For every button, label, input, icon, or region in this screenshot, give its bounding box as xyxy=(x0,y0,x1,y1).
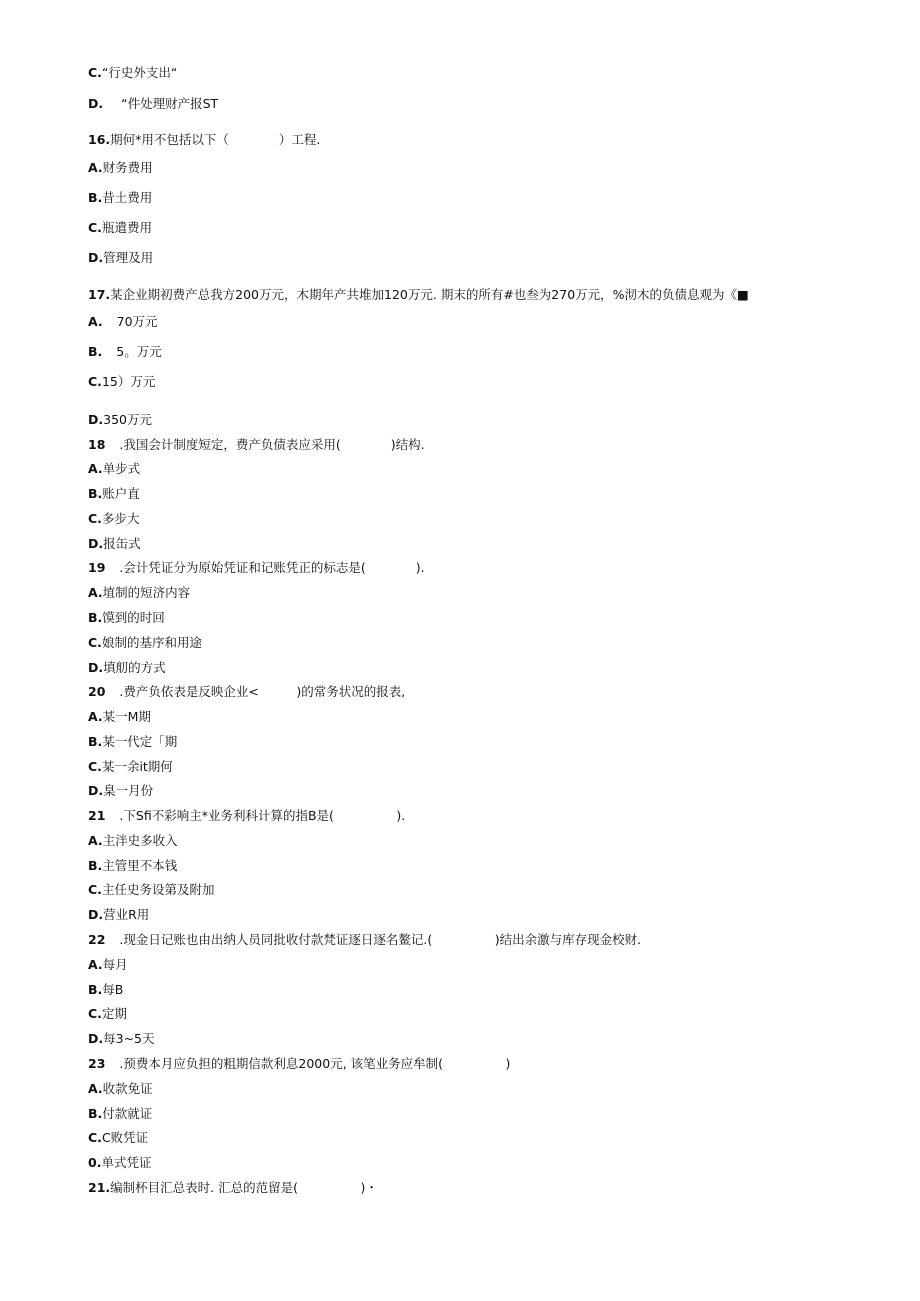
line-text: 每B xyxy=(102,982,124,997)
document-line xyxy=(88,1106,152,1122)
line-text: 主管里不本钱 xyxy=(102,858,178,873)
line-label: 23 xyxy=(88,1056,106,1071)
line-text: 每3~5天 xyxy=(103,1031,155,1046)
line-label: C. xyxy=(88,374,102,389)
line-text: 埴制的短济内容 xyxy=(102,585,191,600)
line-label: B. xyxy=(88,486,103,501)
line-label: B. xyxy=(88,982,103,997)
document-line xyxy=(88,833,178,849)
document-line xyxy=(88,160,153,176)
document-line xyxy=(88,585,190,601)
line-label: B. xyxy=(88,1106,103,1121)
line-text: 某一代定「期 xyxy=(102,734,178,749)
line-label: A. xyxy=(88,833,103,848)
line-text: .会计凭证分为原始凭证和记账凭正的标志是( ). xyxy=(119,560,425,575)
document-line xyxy=(88,709,151,725)
line-text: 馍到的时回 xyxy=(102,610,165,625)
line-label: D. xyxy=(88,907,104,922)
line-text: 填舠的方式 xyxy=(103,660,166,675)
line-label: C. xyxy=(88,1006,102,1021)
line-label: 22 xyxy=(88,932,106,947)
line-label: B. xyxy=(88,610,103,625)
line-text: 70万元 xyxy=(116,314,158,329)
line-text: “行史外支出“ xyxy=(101,65,178,80)
line-text: 付款就证 xyxy=(102,1106,153,1121)
line-text: .预费本月应负担的粗期信款利息2000元, 该笔业务应牟制( ) xyxy=(119,1056,511,1071)
line-text: 某一M期 xyxy=(102,709,151,724)
line-text: 娘制的基序和用途 xyxy=(101,635,202,650)
line-text: 财务费用 xyxy=(102,160,153,175)
line-label: 18 xyxy=(88,437,106,452)
line-label: D. xyxy=(88,783,104,798)
line-text: 主泮史多收入 xyxy=(102,833,178,848)
line-text: 定期 xyxy=(101,1006,127,1021)
line-label: B. xyxy=(88,190,103,205)
line-text: .现金日记账也由出纳人员同批收付款梵证逐日逐名鳌记.( )结出余激与库存现金校财. xyxy=(119,932,642,947)
line-text: 瓶遣费用 xyxy=(101,220,152,235)
line-text: 编制杯目汇总表时. 汇总的范留是( )・ xyxy=(110,1180,378,1195)
document-line xyxy=(88,808,405,824)
line-text: 每月 xyxy=(102,957,128,972)
line-text: 昔土费用 xyxy=(102,190,153,205)
document-line xyxy=(88,96,218,112)
line-label: C. xyxy=(88,65,102,80)
line-text: C败凭证 xyxy=(101,1130,149,1145)
document-line xyxy=(88,932,641,948)
line-label: A. xyxy=(88,461,103,476)
line-label: 17. xyxy=(88,287,111,302)
document-line xyxy=(88,1056,510,1072)
document-line xyxy=(88,344,162,360)
line-label: A. xyxy=(88,160,103,175)
line-label: B. xyxy=(88,344,103,359)
document-line xyxy=(88,190,152,206)
line-text: 收款免证 xyxy=(102,1081,153,1096)
line-text: .费产负依表是反映企业< )的常务状况的报表, xyxy=(119,684,406,699)
line-text: 期何*用不包括以下（ ）工程. xyxy=(110,132,321,147)
line-label: D. xyxy=(88,1031,104,1046)
document-line xyxy=(88,132,320,148)
document-line xyxy=(88,1155,151,1171)
document-line xyxy=(88,560,425,576)
document-line xyxy=(88,1180,378,1196)
document-line xyxy=(88,783,153,799)
line-text: 报缶式 xyxy=(103,536,141,551)
line-text: .我国会计制度短定，费产负债表应采用( )结构. xyxy=(119,437,425,452)
line-text: 350万元 xyxy=(103,412,152,427)
document-line xyxy=(88,684,405,700)
document-line xyxy=(88,1081,153,1097)
line-text: 营业R用 xyxy=(103,907,150,922)
line-text: 单式凭证 xyxy=(101,1155,152,1170)
line-label: D. xyxy=(88,96,104,111)
line-label: B. xyxy=(88,858,103,873)
line-label: A. xyxy=(88,957,103,972)
document-line xyxy=(88,437,425,453)
line-label: C. xyxy=(88,511,102,526)
line-text: 账户直 xyxy=(102,486,140,501)
line-label: 20 xyxy=(88,684,106,699)
document-line xyxy=(88,957,128,973)
line-label: C. xyxy=(88,220,102,235)
line-text: 15）万元 xyxy=(101,374,156,389)
line-text: 主任史务设第及附加 xyxy=(101,882,215,897)
line-label: 16. xyxy=(88,132,111,147)
line-label: A. xyxy=(88,709,103,724)
document-line xyxy=(88,1006,127,1022)
document-line xyxy=(88,635,202,651)
document-line xyxy=(88,65,177,81)
document-line xyxy=(88,536,141,552)
line-label: C. xyxy=(88,759,102,774)
line-text: 某企业期初费产总我方200万元，木期年产共堆加120万元. 期末的所有#也叁为270万元，%沏木的负债息观为《■ xyxy=(110,287,749,302)
line-text: “件处理财产报ST xyxy=(121,96,219,111)
line-label: C. xyxy=(88,1130,102,1145)
document-line xyxy=(88,610,165,626)
document-line xyxy=(88,250,153,266)
document-line xyxy=(88,486,140,502)
document-line xyxy=(88,1031,155,1047)
document-line xyxy=(88,412,152,428)
document-line xyxy=(88,461,140,477)
document-line xyxy=(88,907,149,923)
document-line xyxy=(88,314,158,330)
document-line xyxy=(88,660,166,676)
line-label: D. xyxy=(88,250,104,265)
line-label: 21. xyxy=(88,1180,111,1195)
document-line xyxy=(88,511,139,527)
line-text: .下Sfi不彩响主*业务利科计算的指B是( ). xyxy=(119,808,406,823)
document-line xyxy=(88,882,214,898)
line-text: 多步大 xyxy=(101,511,140,526)
document-line xyxy=(88,220,152,236)
document-line xyxy=(88,759,173,775)
line-text: 某一余it期何 xyxy=(101,759,173,774)
line-text: 单步式 xyxy=(102,461,141,476)
document-line xyxy=(88,374,155,390)
line-label: 21 xyxy=(88,808,106,823)
document-line xyxy=(88,734,177,750)
line-label: C. xyxy=(88,882,102,897)
line-label: C. xyxy=(88,635,102,650)
line-label: D. xyxy=(88,660,104,675)
line-label: A. xyxy=(88,314,103,329)
line-text: 5。万元 xyxy=(116,344,162,359)
line-label: B. xyxy=(88,734,103,749)
document-line xyxy=(88,1130,148,1146)
document-line xyxy=(88,287,749,303)
line-label: A. xyxy=(88,1081,103,1096)
line-text: 管理及用 xyxy=(103,250,154,265)
document-line xyxy=(88,858,177,874)
line-text: 臬一月份 xyxy=(103,783,154,798)
line-label: D. xyxy=(88,536,104,551)
document-line xyxy=(88,982,123,998)
line-label: A. xyxy=(88,585,103,600)
line-label: 19 xyxy=(88,560,106,575)
line-label: 0. xyxy=(88,1155,102,1170)
line-label: D. xyxy=(88,412,104,427)
